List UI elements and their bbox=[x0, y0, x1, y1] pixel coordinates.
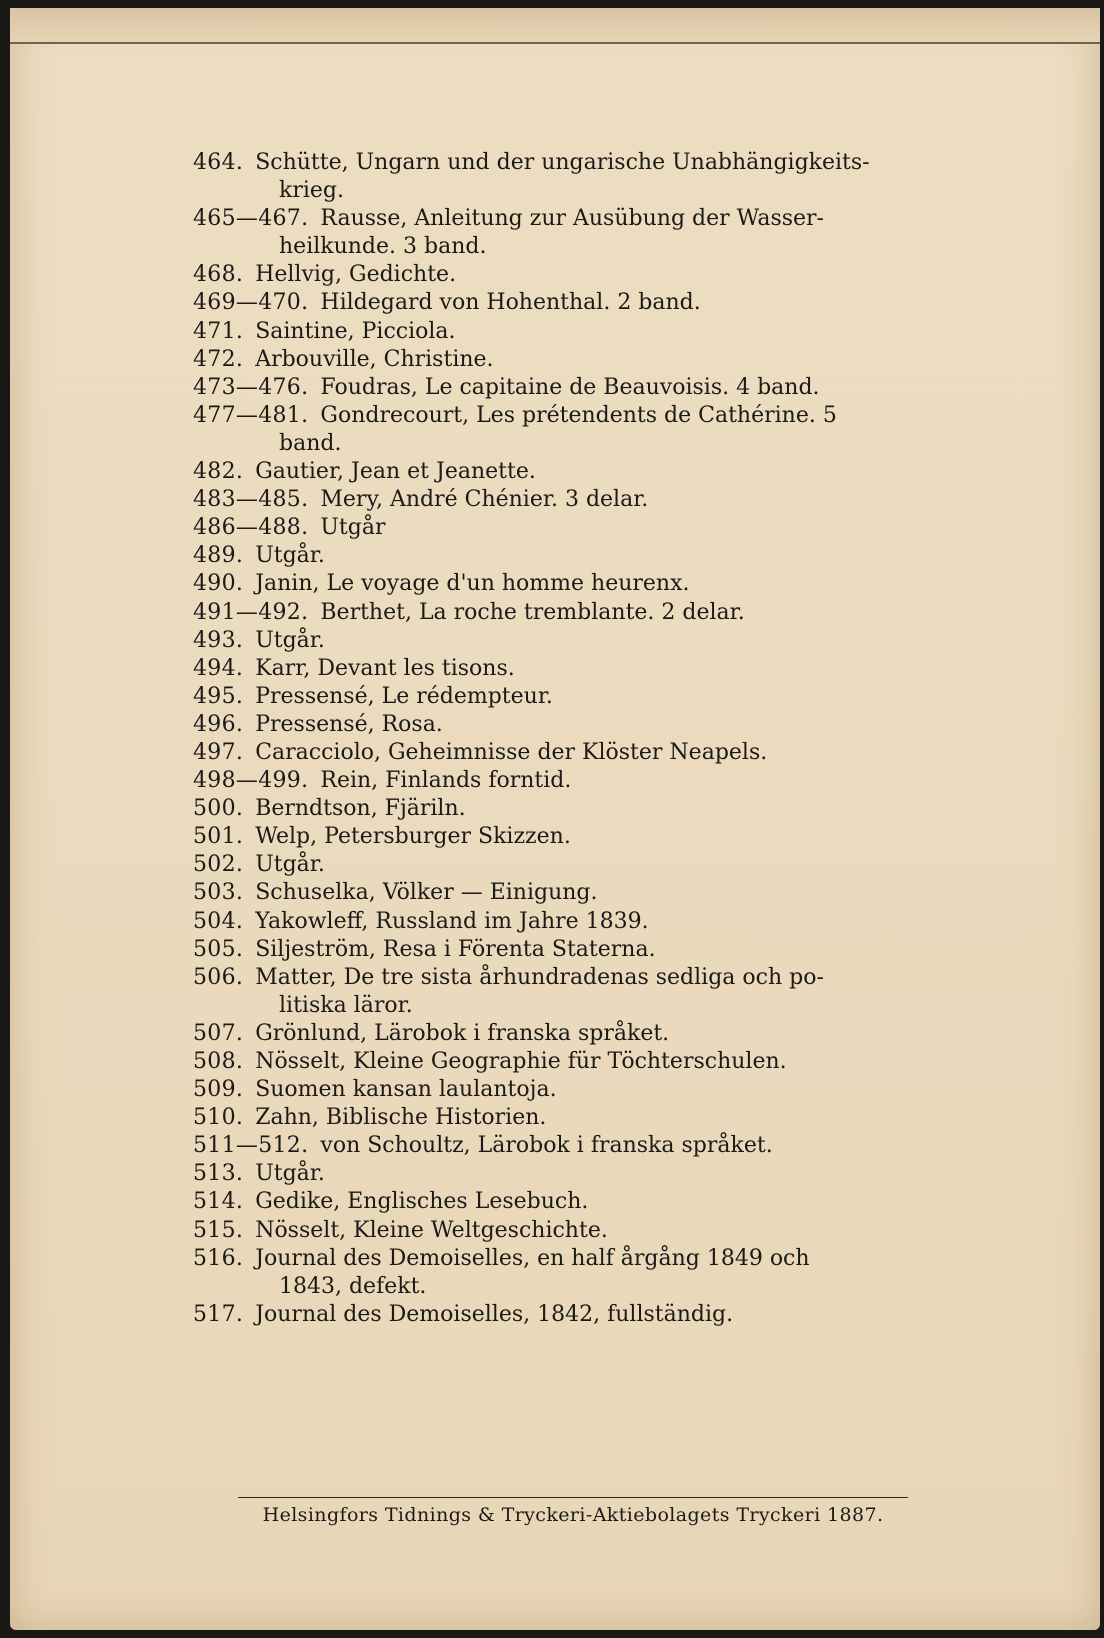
entry-text: Utgår. bbox=[255, 627, 325, 653]
entry-number: 469—470. bbox=[193, 290, 309, 316]
catalog-entry bbox=[193, 486, 953, 514]
catalog-entry bbox=[193, 1160, 953, 1188]
entry-text: Rein, Finlands forntid. bbox=[320, 768, 572, 794]
entry-text: Journal des Demoiselles, en half årgång 1849 och bbox=[255, 1245, 810, 1271]
entry-number: 503. bbox=[193, 880, 244, 906]
catalog-entry bbox=[193, 599, 953, 627]
entry-text: Nösselt, Kleine Geographie für Töchterschulen. bbox=[255, 1049, 787, 1074]
entry-number: 515. bbox=[193, 1217, 244, 1243]
entry-text: Yakowleff, Russland im Jahre 1839. bbox=[255, 908, 649, 934]
catalog-entry bbox=[193, 879, 953, 907]
entry-continuation: 1843, defekt. bbox=[279, 1273, 427, 1299]
entry-number: 498—499. bbox=[193, 768, 309, 794]
catalog-entry bbox=[193, 1132, 953, 1160]
entry-number: 496. bbox=[193, 711, 244, 737]
entry-text: Welp, Petersburger Skizzen. bbox=[255, 824, 571, 850]
entry-number: 483—485. bbox=[193, 487, 309, 513]
entry-number: 505. bbox=[193, 936, 244, 962]
catalog-entry bbox=[193, 374, 953, 402]
entry-number: 477—481. bbox=[193, 402, 309, 428]
entry-text: Rausse, Anleitung zur Ausübung der Wasser- bbox=[320, 206, 824, 232]
entry-text: Matter, De tre sista århundradenas sedliga och po- bbox=[255, 964, 824, 990]
catalog-entry bbox=[193, 683, 953, 711]
entry-number: 486—488. bbox=[193, 515, 309, 541]
entry-number: 516. bbox=[193, 1245, 244, 1271]
entry-text: Gedike, Englisches Lesebuch. bbox=[255, 1189, 589, 1215]
entry-continuation: band. bbox=[279, 430, 342, 456]
entry-number: 471. bbox=[193, 318, 244, 344]
catalog-entry bbox=[193, 402, 953, 458]
catalog-entry bbox=[193, 289, 953, 317]
entry-text: Mery, André Chénier. 3 delar. bbox=[320, 487, 649, 513]
catalog-entry bbox=[193, 655, 953, 683]
entry-text: Pressensé, Rosa. bbox=[255, 711, 443, 737]
catalog-entry bbox=[193, 739, 953, 767]
entry-text: Schuselka, Völker — Einigung. bbox=[255, 880, 598, 906]
entry-number: 473—476. bbox=[193, 374, 309, 400]
catalog-entry bbox=[193, 1188, 953, 1216]
catalog-entry bbox=[193, 936, 953, 964]
entry-number: 513. bbox=[193, 1161, 244, 1187]
entry-text: Suomen kansan laulantoja. bbox=[255, 1077, 557, 1103]
catalog-entry bbox=[193, 1245, 953, 1301]
entry-number: 511—512. bbox=[193, 1133, 309, 1159]
entry-text: Grönlund, Lärobok i franska språket. bbox=[255, 1020, 670, 1046]
catalog-entry bbox=[193, 346, 953, 374]
entry-number: 472. bbox=[193, 346, 244, 372]
entry-text: Pressensé, Le rédempteur. bbox=[255, 683, 553, 709]
entry-text: Utgår. bbox=[255, 852, 325, 878]
entry-continuation: litiska läror. bbox=[279, 992, 413, 1018]
entry-number: 509. bbox=[193, 1077, 244, 1103]
entry-number: 504. bbox=[193, 908, 244, 934]
catalog-entry bbox=[193, 1217, 953, 1245]
catalog-page bbox=[10, 8, 1100, 1630]
entry-number: 497. bbox=[193, 739, 244, 765]
catalog-entry bbox=[193, 205, 953, 261]
entry-text: von Schoultz, Lärobok i franska språket. bbox=[320, 1133, 773, 1159]
entry-text: Janin, Le voyage d'un homme heurenx. bbox=[255, 571, 690, 597]
entry-text: Siljeström, Resa i Förenta Staterna. bbox=[255, 936, 656, 962]
catalog-entry bbox=[193, 318, 953, 346]
entry-number: 489. bbox=[193, 543, 244, 569]
entry-number: 494. bbox=[193, 655, 244, 681]
entry-text: Hildegard von Hohenthal. 2 band. bbox=[320, 290, 701, 316]
catalog-entry bbox=[193, 627, 953, 655]
entry-text: Caracciolo, Geheimnisse der Klöster Neapels. bbox=[255, 739, 768, 765]
entry-number: 491—492. bbox=[193, 599, 309, 625]
entry-text: Karr, Devant les tisons. bbox=[255, 655, 515, 681]
entry-text: Schütte, Ungarn und der ungarische Unabhängigkeits- bbox=[255, 150, 870, 175]
entry-number: 510. bbox=[193, 1105, 244, 1131]
entry-text: Journal des Demoiselles, 1842, fullständig. bbox=[255, 1301, 734, 1327]
entry-number: 514. bbox=[193, 1189, 244, 1215]
catalog-list bbox=[193, 149, 953, 1329]
entry-text: Nösselt, Kleine Weltgeschichte. bbox=[255, 1217, 608, 1243]
entry-number: 465—467. bbox=[193, 206, 309, 232]
entry-continuation: krieg. bbox=[279, 178, 344, 204]
entry-text: Hellvig, Gedichte. bbox=[255, 262, 457, 288]
entry-number: 507. bbox=[193, 1020, 244, 1046]
entry-text: Saintine, Picciola. bbox=[255, 318, 456, 344]
entry-text: Foudras, Le capitaine de Beauvoisis. 4 band. bbox=[320, 374, 820, 400]
entry-number: 500. bbox=[193, 796, 244, 822]
entry-text: Zahn, Biblische Historien. bbox=[255, 1105, 547, 1131]
catalog-entry bbox=[193, 795, 953, 823]
catalog-entry bbox=[193, 964, 953, 1020]
catalog-entry bbox=[193, 767, 953, 795]
entry-text: Gondrecourt, Les prétendents de Cathérine. 5 bbox=[320, 402, 837, 428]
entry-number: 508. bbox=[193, 1049, 244, 1074]
entry-number: 493. bbox=[193, 627, 244, 653]
catalog-entry bbox=[193, 908, 953, 936]
catalog-entry bbox=[193, 514, 953, 542]
entry-number: 468. bbox=[193, 262, 244, 288]
entry-number: 464. bbox=[193, 150, 244, 175]
catalog-entry bbox=[193, 542, 953, 570]
entry-text: Berndtson, Fjäriln. bbox=[255, 796, 466, 822]
entry-number: 495. bbox=[193, 683, 244, 709]
entry-text: Berthet, La roche tremblante. 2 delar. bbox=[320, 599, 745, 625]
catalog-entry bbox=[193, 1301, 953, 1329]
catalog-entry bbox=[193, 1104, 953, 1132]
entry-text: Utgår. bbox=[255, 543, 325, 569]
catalog-entry bbox=[193, 1076, 953, 1104]
catalog-entry bbox=[193, 851, 953, 879]
catalog-entry bbox=[193, 570, 953, 598]
entry-number: 517. bbox=[193, 1301, 244, 1327]
entry-number: 490. bbox=[193, 571, 244, 597]
entry-text: Utgår bbox=[320, 515, 386, 541]
torn-top-edge bbox=[10, 8, 1100, 44]
entry-number: 501. bbox=[193, 824, 244, 850]
catalog-entry bbox=[193, 458, 953, 486]
entry-number: 502. bbox=[193, 852, 244, 878]
entry-text: Gautier, Jean et Jeanette. bbox=[255, 459, 536, 485]
catalog-entry bbox=[193, 711, 953, 739]
catalog-entry bbox=[193, 1020, 953, 1048]
catalog-entry bbox=[193, 149, 953, 205]
entry-text: Utgår. bbox=[255, 1161, 325, 1187]
entry-continuation: heilkunde. 3 band. bbox=[279, 234, 487, 260]
catalog-entry bbox=[193, 823, 953, 851]
catalog-entry bbox=[193, 261, 953, 289]
footer-rule bbox=[238, 1497, 908, 1498]
catalog-entry bbox=[193, 1048, 953, 1076]
entry-number: 482. bbox=[193, 459, 244, 485]
printer-imprint: Helsingfors Tidnings & Tryckeri-Aktiebolagets Tryckeri 1887. bbox=[262, 1504, 884, 1526]
entry-number: 506. bbox=[193, 964, 244, 990]
entry-text: Arbouville, Christine. bbox=[255, 346, 494, 372]
